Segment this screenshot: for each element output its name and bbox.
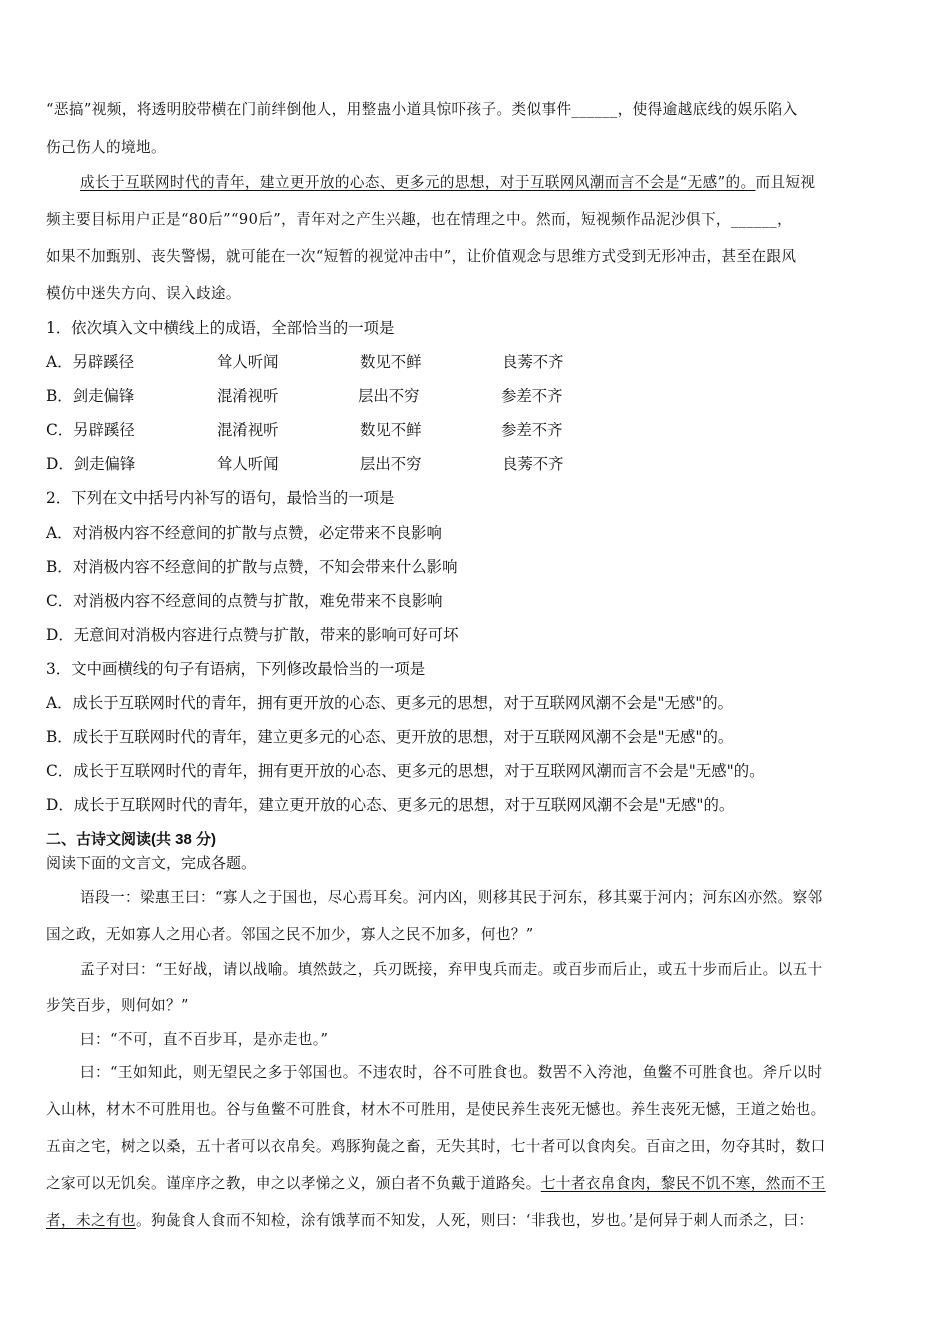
q1-option-cell: 混淆视听 [217, 421, 279, 439]
q1-option-label: B．剑走偏锋 [46, 387, 135, 405]
underlined-sentence: 成长于互联网时代的青年，建立更开放的心态、更多元的思想，对于互联网风潮而言不会是“无感”的。 [80, 174, 756, 191]
underlined-sentence: 者，未之有也 [46, 1212, 136, 1229]
classical-text: 。狗彘食人食而不知检，涂有饿莩而不知发，人死，则曰：‘非我也，岁也。’是何异于刺人而杀之，曰： [135, 1212, 814, 1229]
passage-line [80, 173, 815, 193]
section-heading: 二、古诗文阅读(共 38 分) [46, 831, 217, 848]
classical-line [46, 1211, 813, 1231]
q1-option-cell: 数见不鲜 [360, 353, 422, 371]
q1-option-cell: 层出不穷 [358, 387, 420, 405]
q1-option-label: C．另辟蹊径 [46, 421, 135, 439]
classical-line: 步笑百步，则何如？” [46, 997, 189, 1014]
passage-text: 而且短视 [755, 174, 816, 191]
q1-option-cell: 层出不穷 [360, 455, 422, 473]
classical-line: 曰：“王如知此，则无望民之多于邻国也。不违农时，谷不可胜食也。数罟不入洿池，鱼鳖不可胜食也。斧斤以时 [80, 1064, 823, 1081]
classical-line: 国之政，无如寡人之用心者。邻国之民不加少，寡人之民不加多，何也？” [46, 926, 534, 943]
q1-option-cell: 数见不鲜 [360, 421, 422, 439]
passage-line: 频主要目标用户正是“80后”“90后”，青年对之产生兴趣，也在情理之中。然而，短视频作品泥沙俱下，______， [46, 211, 793, 228]
passage-line: 如果不加甄别、丧失警惕，就可能在一次“短暂的视觉冲击中”，让价值观念与思维方式受到无形冲击，甚至在跟风 [46, 248, 797, 265]
classical-line [46, 1174, 826, 1194]
q3-option-b[interactable]: B．成长于互联网时代的青年，建立更多元的心态、更开放的思想，对于互联网风潮不会是"无感"的。 [46, 728, 734, 746]
q1-option-label: D．剑走偏锋 [46, 455, 136, 473]
passage-line: “恶搞”视频，将透明胶带横在门前绊倒他人，用整蛊小道具惊吓孩子。类似事件______，使得逾越底线的娱乐陷入 [46, 101, 798, 118]
q1-option-cell: 耸人听闻 [217, 353, 279, 371]
q3-option-d[interactable]: D．成长于互联网时代的青年，建立更开放的心态、更多元的思想，对于互联网风潮不会是"无感"的。 [46, 796, 735, 814]
q1-option-label: A．另辟蹊径 [46, 353, 135, 371]
classical-line: 五亩之宅，树之以桑，五十者可以衣帛矣。鸡豚狗彘之畜，无失其时，七十者可以食肉矣。百亩之田，勿夺其时，数口 [46, 1138, 826, 1155]
question-3-stem: 3．文中画横线的句子有语病，下列修改最恰当的一项是 [46, 660, 426, 678]
q1-option-cell: 良莠不齐 [502, 455, 564, 473]
q2-option-d[interactable]: D．无意间对消极内容进行点赞与扩散，带来的影响可好可坏 [46, 626, 459, 644]
q1-option-cell: 混淆视听 [217, 387, 279, 405]
q1-option-cell: 参差不齐 [501, 387, 563, 405]
passage-line: 伤己伤人的境地。 [46, 139, 166, 156]
classical-text: 之家可以无饥矣。谨庠序之教，申之以孝悌之义，颁白者不负戴于道路矣。 [46, 1175, 541, 1192]
q1-option-cell: 良莠不齐 [502, 353, 564, 371]
q2-option-b[interactable]: B．对消极内容不经意间的扩散与点赞，不知会带来什么影响 [46, 558, 458, 576]
q1-option-cell: 耸人听闻 [217, 455, 279, 473]
question-2-stem: 2．下列在文中括号内补写的语句，最恰当的一项是 [46, 489, 395, 507]
classical-line: 孟子对曰：“王好战，请以战喻。填然鼓之，兵刃既接，弃甲曳兵而走。或百步而后止，或五十步而后止。以五十 [80, 961, 823, 978]
passage-line: 模仿中迷失方向、误入歧途。 [46, 285, 241, 302]
q2-option-c[interactable]: C．对消极内容不经意间的点赞与扩散，难免带来不良影响 [46, 592, 443, 610]
q3-option-a[interactable]: A．成长于互联网时代的青年，拥有更开放的心态、更多元的思想，对于互联网风潮不会是"无感"的。 [46, 694, 734, 712]
question-1-stem: 1．依次填入文中横线上的成语，全部恰当的一项是 [46, 319, 395, 337]
q3-option-c[interactable]: C．成长于互联网时代的青年，拥有更开放的心态、更多元的思想，对于互联网风潮而言不会是"无感"的。 [46, 762, 765, 780]
classical-line: 入山林，材木不可胜用也。谷与鱼鳖不可胜食，材木不可胜用，是使民养生丧死无憾也。养生丧死无憾，王道之始也。 [46, 1101, 826, 1118]
classical-line: 曰：“不可，直不百步耳，是亦走也。” [80, 1031, 329, 1048]
q1-option-cell: 参差不齐 [501, 421, 563, 439]
q2-option-a[interactable]: A．对消极内容不经意间的扩散与点赞，必定带来不良影响 [46, 524, 442, 542]
classical-line: 语段一：梁惠王曰：“寡人之于国也，尽心焉耳矣。河内凶，则移其民于河东，移其粟于河内；河东凶亦然。察邻 [80, 889, 823, 906]
section-instruction: 阅读下面的文言文，完成各题。 [46, 854, 257, 872]
underlined-sentence: 七十者衣帛食肉，黎民不饥不寒，然而不王 [540, 1175, 826, 1192]
